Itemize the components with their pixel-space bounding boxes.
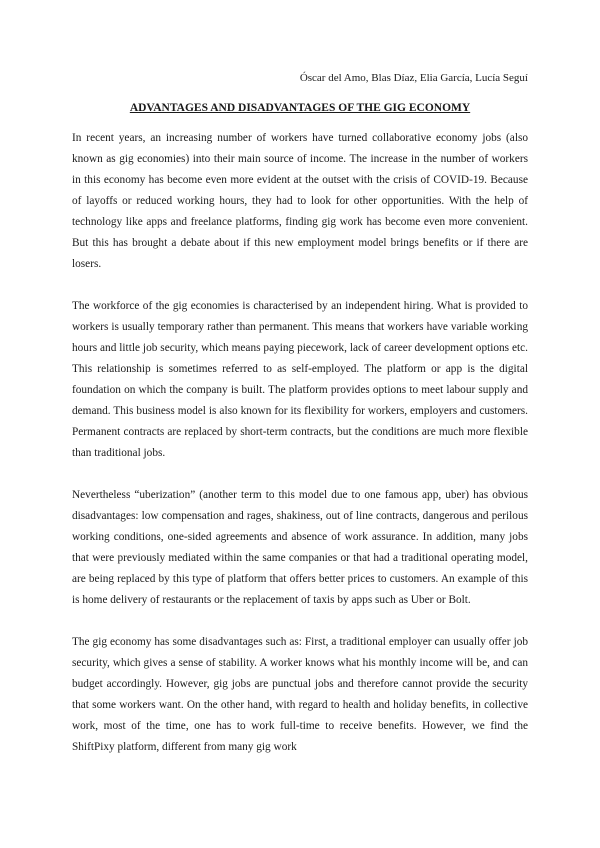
- paragraph: The workforce of the gig economies is characterised by an independent hiring. What is provided to workers is usually temporary rather than permanent. This means that workers have variable working hours and little job security, which means paying piecework, lack of career development options etc. This relationship is sometimes referred to as self-employed. The platform or app is the digital foundation on which the company is built. The platform provides options to meet labour supply and demand. This business model is also known for its flexibility for workers, employers and customers. Permanent contracts are replaced by short-term contracts, but the conditions are much more flexible than traditional jobs.: [72, 300, 528, 459]
- document-title: ADVANTAGES AND DISADVANTAGES OF THE GIG ECONOMY: [129, 102, 471, 114]
- document-body: [72, 128, 528, 779]
- paragraph: In recent years, an increasing number of workers have turned collaborative economy jobs (also known as gig economies) into their main source of income. The increase in the number of workers in this economy has become even more evident at the outset with the crisis of COVID-19. Because of layoffs or reduced working hours, they had to look for other opportunities. With the help of technology like apps and freelance platforms, finding gig work has become even more convenient. But this has brought a debate about if this new employment model brings benefits or if there are losers.: [72, 132, 528, 270]
- paragraph: Nevertheless “uberization” (another term to this model due to one famous app, uber) has obvious disadvantages: low compensation and rages, shakiness, out of line contracts, dangerous and perilous working conditions, one-sided agreements and absence of work assurance. In addition, many jobs that were previously mediated within the same companies or that had a traditional operating model, are being replaced by this type of platform that offers better prices to customers. An example of this is home delivery of restaurants or the replacement of taxis by apps such as Uber or Bolt.: [72, 489, 528, 606]
- author-line: Óscar del Amo, Blas Díaz, Elia García, Lucía Seguí: [299, 72, 528, 84]
- paragraph: The gig economy has some disadvantages such as: First, a traditional employer can usually offer job security, which gives a sense of stability. A worker knows what his monthly income will be, and can budget accordingly. However, gig jobs are punctual jobs and therefore cannot provide the security that some workers want. On the other hand, with regard to health and holiday benefits, in collective work, most of the time, one has to work full-time to receive benefits. However, we find the ShiftPixy platform, different from many gig work: [72, 636, 528, 753]
